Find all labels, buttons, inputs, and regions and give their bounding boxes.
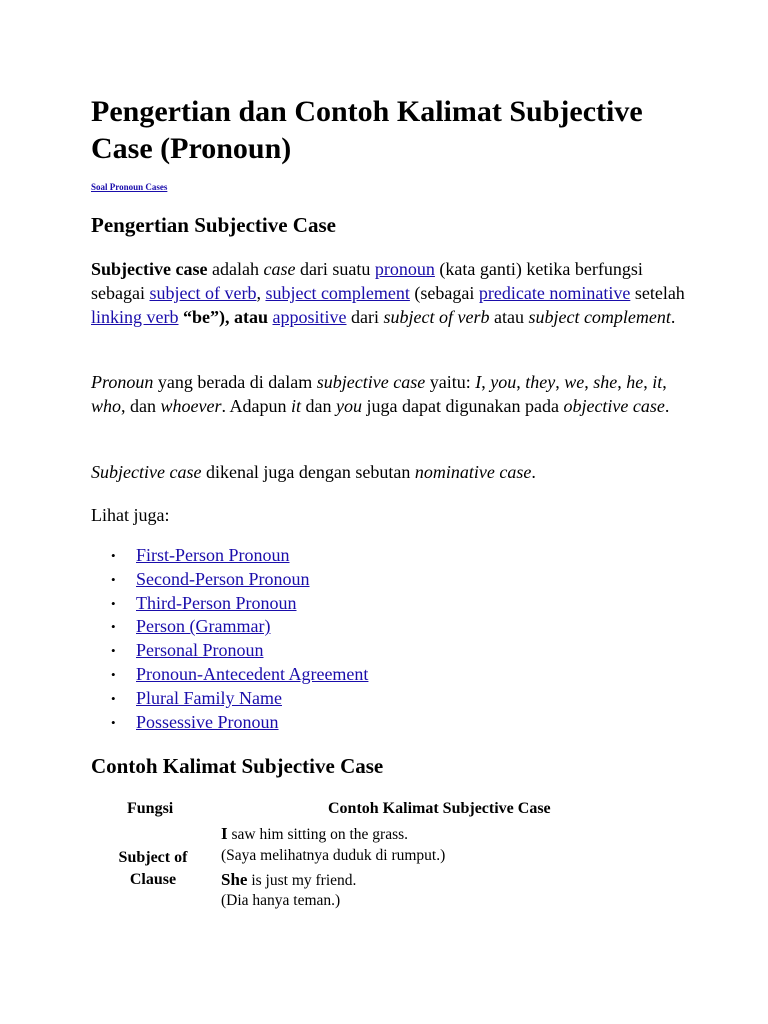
- italic-text: subject of verb: [383, 307, 490, 327]
- bullet-icon: •: [111, 666, 116, 682]
- italic-text: she: [593, 372, 618, 392]
- text: saw him sitting on the grass.: [227, 826, 409, 843]
- list-item: [91, 544, 368, 568]
- text: dan: [301, 396, 337, 416]
- text: yaitu:: [425, 372, 476, 392]
- italic-text: nominative case: [414, 462, 532, 482]
- list-item: [91, 639, 368, 663]
- subject-complement-link[interactable]: subject complement: [265, 283, 410, 303]
- italic-text: who: [91, 396, 122, 416]
- example-2-translation: (Dia hanya teman.): [221, 892, 341, 909]
- list-item: [91, 687, 368, 711]
- section-heading-pengertian: Pengertian Subjective Case: [91, 213, 336, 237]
- italic-text: Subjective case: [91, 462, 202, 482]
- see-also-list: [91, 544, 368, 734]
- list-item: [91, 711, 368, 735]
- text: setelah: [630, 283, 685, 303]
- bullet-icon: •: [111, 548, 116, 563]
- bold-be: be: [192, 307, 210, 327]
- bullet-icon: •: [111, 643, 116, 659]
- list-item: [91, 592, 368, 616]
- bullet-icon: •: [111, 714, 116, 730]
- second-person-pronoun-link[interactable]: Second-Person Pronoun: [136, 568, 310, 589]
- text: adalah: [207, 259, 264, 279]
- bullet-icon: •: [111, 690, 116, 706]
- text: .: [531, 462, 536, 482]
- text: .: [670, 307, 676, 327]
- text: ,: [516, 372, 526, 392]
- italic-text: whoever: [160, 396, 222, 416]
- text: ,: [584, 372, 594, 392]
- list-item: [91, 615, 368, 639]
- bullet-icon: •: [111, 619, 116, 635]
- table-row-label: Subject of Clause: [118, 849, 188, 888]
- bullet-icon: •: [111, 595, 116, 611]
- italic-text: we: [564, 372, 585, 392]
- example-1: [221, 823, 408, 845]
- person-grammar-link[interactable]: Person (Grammar): [136, 616, 271, 637]
- italic-text: it: [652, 372, 663, 392]
- italic-text: subject complement: [528, 307, 671, 327]
- paragraph-definition: [91, 257, 691, 329]
- list-item: [91, 568, 368, 592]
- personal-pronoun-link[interactable]: Personal Pronoun: [136, 640, 264, 661]
- text: ,: [643, 372, 653, 392]
- italic-text: it: [291, 396, 302, 416]
- predicate-nominative-link[interactable]: predicate nominative: [478, 283, 631, 303]
- table-header-fungsi: Fungsi: [127, 800, 174, 817]
- text: . Adapun: [221, 396, 291, 416]
- text: yang berada di dalam: [153, 372, 317, 392]
- italic-text: objective case: [563, 396, 665, 416]
- italic-text: they: [525, 372, 556, 392]
- linking-verb-link[interactable]: linking verb: [91, 307, 179, 327]
- term-subjective-case: Subjective case: [91, 259, 208, 279]
- table-header-contoh: Contoh Kalimat Subjective Case: [328, 800, 551, 817]
- italic-text: he: [626, 372, 644, 392]
- paragraph-nominative: [91, 460, 691, 484]
- example-1-translation: (Saya melihatnya duduk di rumput.): [221, 847, 446, 864]
- text: ,: [555, 372, 565, 392]
- first-person-pronoun-link[interactable]: First-Person Pronoun: [136, 545, 290, 565]
- italic-text: you: [490, 372, 517, 392]
- text: juga dapat digunakan pada: [362, 396, 564, 416]
- list-item: [91, 663, 368, 687]
- italic-text: I: [475, 372, 482, 392]
- pronoun-antecedent-agreement-link[interactable]: Pronoun-Antecedent Agreement: [136, 663, 369, 684]
- text: atau: [489, 307, 529, 327]
- text: (kata ganti) ketika berfungsi sebagai: [91, 259, 643, 303]
- soal-pronoun-cases-link[interactable]: Soal Pronoun Cases: [91, 182, 168, 192]
- bold-text: She: [221, 870, 248, 889]
- text: dari: [346, 307, 384, 327]
- italic-text: subjective case: [316, 372, 426, 392]
- italic-text: case: [263, 259, 296, 279]
- pronoun-link[interactable]: pronoun: [374, 259, 435, 279]
- text: (sebagai: [409, 283, 479, 303]
- text: ,: [662, 372, 667, 392]
- plural-family-name-link[interactable]: Plural Family Name: [136, 687, 282, 708]
- page-title: Pengertian dan Contoh Kalimat Subjective Case (Pronoun): [91, 95, 643, 165]
- paragraph-pronoun-list: [91, 370, 691, 418]
- italic-text: Pronoun: [91, 372, 154, 392]
- possessive-pronoun-link[interactable]: Possessive Pronoun: [136, 711, 279, 732]
- text: is just my friend.: [247, 872, 357, 889]
- third-person-pronoun-link[interactable]: Third-Person Pronoun: [136, 592, 297, 613]
- text: ,: [617, 372, 627, 392]
- bullet-icon: •: [111, 571, 116, 587]
- appositive-link[interactable]: appositive: [272, 307, 347, 327]
- text: , dan: [121, 396, 161, 416]
- text: .: [664, 396, 670, 416]
- text: dari suatu: [295, 259, 375, 279]
- example-2: [221, 869, 356, 891]
- subject-of-verb-link[interactable]: subject of verb: [149, 283, 257, 303]
- section-heading-contoh: Contoh Kalimat Subjective Case: [91, 754, 384, 778]
- text: ,: [481, 372, 491, 392]
- text: ,: [256, 283, 266, 303]
- italic-text: you: [336, 396, 363, 416]
- text: dikenal juga dengan sebutan: [201, 462, 415, 482]
- text: ”), atau: [210, 307, 273, 327]
- text: “: [178, 307, 192, 327]
- see-also-label: Lihat juga:: [91, 505, 170, 525]
- bold-text: I: [221, 824, 228, 843]
